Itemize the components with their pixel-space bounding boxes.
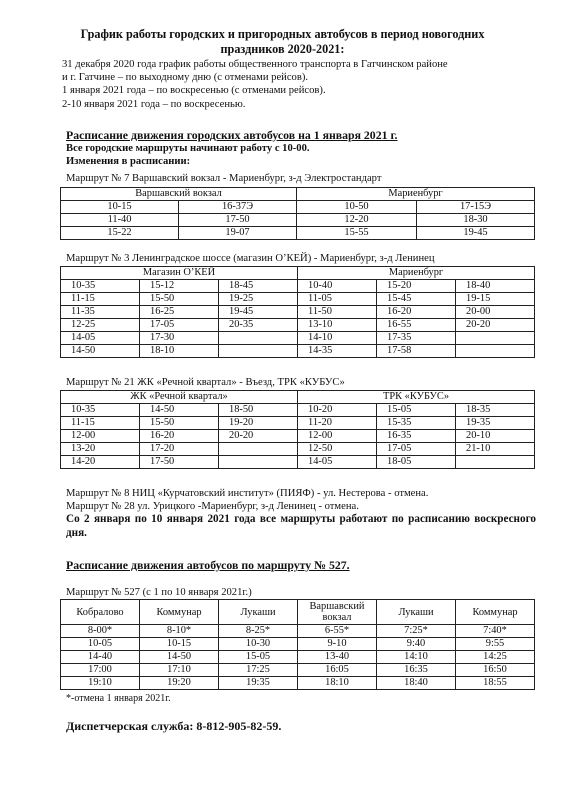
table-cell: 15-20	[377, 280, 456, 293]
table-cell: 20-10	[456, 430, 535, 443]
dispatch-phone: Диспетчерская служба: 8-812-905-82-59.	[66, 719, 282, 733]
table-cell: 17:00	[61, 664, 140, 677]
table-cell: 17:25	[219, 664, 298, 677]
route7-caption: Маршрут № 7 Варшавский вокзал - Мариенбург, з-д Электростандарт	[66, 173, 382, 184]
table-cell	[456, 332, 535, 345]
table-cell: 10-20	[298, 404, 377, 417]
table-cell: 18-40	[456, 280, 535, 293]
table-cell: 15-45	[377, 293, 456, 306]
table-cell: 16-20	[377, 306, 456, 319]
table-cell: 12-00	[298, 430, 377, 443]
table-cell: 11-35	[61, 306, 140, 319]
table-cell: 8-00*	[61, 625, 140, 638]
table-row	[61, 677, 535, 690]
table-cell: 16:35	[377, 664, 456, 677]
table-cell: 18-30	[417, 214, 535, 227]
cancellation-line: Маршрут № 8 НИЦ «Курчатовский институт» (ПИЯФ) - ул. Нестерова - отмена.	[66, 488, 429, 499]
table-header-row	[61, 267, 535, 280]
table-cell: 16:05	[298, 664, 377, 677]
table-row	[61, 651, 535, 664]
table-cell: 14:25	[456, 651, 535, 664]
cancellation-line: Маршрут № 28 ул. Урицкого -Мариенбург, з-д Ленинец - отмена.	[66, 501, 359, 513]
table-cell: 19:10	[61, 677, 140, 690]
table-cell: 14-35	[298, 345, 377, 358]
table-cell: 14:10	[377, 651, 456, 664]
table-cell: 15-55	[297, 227, 417, 240]
table-header-cell: Лукаши	[377, 600, 456, 625]
table-cell: 16:50	[456, 664, 535, 677]
table-cell: 18-45	[219, 280, 298, 293]
table-cell: 7:25*	[377, 625, 456, 638]
footnote: *-отмена 1 января 2021г.	[66, 693, 171, 704]
table-cell: 18:10	[298, 677, 377, 690]
table-cell: 17-15Э	[417, 201, 535, 214]
table-row	[61, 201, 535, 214]
table-cell: 19-45	[417, 227, 535, 240]
intro-paragraph	[62, 58, 532, 111]
table-header-cell: Лукаши	[219, 600, 298, 625]
table-cell: 10-50	[297, 201, 417, 214]
table-row	[61, 625, 535, 638]
table-cell: 11-50	[298, 306, 377, 319]
table-cell: 15-50	[140, 417, 219, 430]
table-row	[61, 319, 535, 332]
sunday-schedule-note: Со 2 января по 10 января 2021 года все маршруты работают по расписанию воскресного дня.	[66, 513, 536, 539]
table-cell: 16-20	[140, 430, 219, 443]
route527-caption: Маршрут № 527 (с 1 по 10 января 2021г.)	[66, 587, 252, 598]
table-header-cell: Мариенбург	[297, 188, 535, 201]
table-cell: 9:55	[456, 638, 535, 651]
table-cell: 17-05	[140, 319, 219, 332]
table-header-cell: ТРК «КУБУС»	[298, 391, 535, 404]
table-cell: 17-35	[377, 332, 456, 345]
table-cell: 19-25	[219, 293, 298, 306]
table-cell: 16-55	[377, 319, 456, 332]
table-row	[61, 430, 535, 443]
table-header-cell: Коммунар	[456, 600, 535, 625]
table-cell: 8-25*	[219, 625, 298, 638]
table-row	[61, 306, 535, 319]
table-cell: 14-05	[298, 456, 377, 469]
table-cell	[456, 456, 535, 469]
intro-line: 31 декабря 2020 года график работы общественного транспорта в Гатчинском районе	[62, 59, 448, 70]
table-cell: 18:40	[377, 677, 456, 690]
table-cell	[456, 345, 535, 358]
table-cell: 14-20	[61, 456, 140, 469]
route3-caption: Маршрут № 3 Ленинградское шоссе (магазин О’КЕЙ) - Мариенбург, з-д Ленинец	[66, 253, 435, 264]
table-cell: 18-50	[219, 404, 298, 417]
intro-line: и г. Гатчине – по выходному дню (с отменами рейсов).	[62, 72, 308, 84]
table-cell: 17-50	[140, 456, 219, 469]
table-row	[61, 345, 535, 358]
table-header-cell: Коммунар	[140, 600, 219, 625]
table-cell: 17:10	[140, 664, 219, 677]
table-cell: 14-10	[298, 332, 377, 345]
table-row	[61, 417, 535, 430]
table-row	[61, 664, 535, 677]
table-cell: 20-20	[219, 430, 298, 443]
table-row	[61, 293, 535, 306]
table-cell: 15-22	[61, 227, 179, 240]
route527-section-header	[66, 558, 350, 572]
table-cell: 19:20	[140, 677, 219, 690]
table-cell: 18-10	[140, 345, 219, 358]
intro-line: 1 января 2021 года – по воскресенью (с отменами рейсов).	[62, 85, 326, 97]
table-header-cell: Кобралово	[61, 600, 140, 625]
table-cell: 11-40	[61, 214, 179, 227]
table-cell: 10-35	[61, 404, 140, 417]
table-cell: 15-05	[219, 651, 298, 664]
route3-table	[60, 266, 535, 358]
table-cell: 13-10	[298, 319, 377, 332]
table-cell: 18:55	[456, 677, 535, 690]
table-cell: 10-15	[140, 638, 219, 651]
table-cell: 15-12	[140, 280, 219, 293]
table-cell: 19-20	[219, 417, 298, 430]
table-header-row	[61, 188, 535, 201]
table-header-row	[61, 391, 535, 404]
table-cell	[219, 345, 298, 358]
table-header-row	[61, 600, 535, 625]
table-cell: 14-40	[61, 651, 140, 664]
table-cell: 16-35	[377, 430, 456, 443]
table-cell: 10-15	[61, 201, 179, 214]
table-cell: 19-15	[456, 293, 535, 306]
intro-line: 2-10 января 2021 года – по воскресенью.	[62, 98, 246, 110]
table-cell: 10-30	[219, 638, 298, 651]
table-cell: 20-35	[219, 319, 298, 332]
table-cell: 14-05	[61, 332, 140, 345]
table-cell: 10-05	[61, 638, 140, 651]
table-row	[61, 280, 535, 293]
start-note: Все городские маршруты начинают работу с 10-00.	[66, 143, 310, 154]
route21-caption: Маршрут № 21 ЖК «Речной квартал» - Въезд, ТРК «КУБУС»	[66, 377, 345, 388]
city-section-heading: Расписание движения городских автобусов на 1 января 2021 г.	[66, 128, 398, 142]
table-cell: 20-00	[456, 306, 535, 319]
route21-table	[60, 390, 535, 469]
table-cell: 15-50	[140, 293, 219, 306]
table-cell: 19-45	[219, 306, 298, 319]
table-cell: 17-20	[140, 443, 219, 456]
table-cell: 12-00	[61, 430, 140, 443]
table-row	[61, 443, 535, 456]
table-cell: 12-50	[298, 443, 377, 456]
table-row	[61, 638, 535, 651]
changes-label: Изменения в расписании:	[66, 156, 191, 168]
table-header-cell: Варшавский вокзал	[298, 600, 377, 625]
table-cell: 17-50	[179, 214, 297, 227]
table-cell	[219, 456, 298, 469]
cancellation-notes	[66, 487, 536, 540]
route527-heading: Расписание движения автобусов по маршруту № 527.	[66, 558, 350, 572]
route527-table	[60, 599, 535, 690]
table-header-cell: Варшавский вокзал	[61, 188, 297, 201]
table-header-cell: ЖК «Речной квартал»	[61, 391, 298, 404]
table-cell: 8-10*	[140, 625, 219, 638]
table-cell: 6-55*	[298, 625, 377, 638]
table-cell: 12-20	[297, 214, 417, 227]
table-cell: 21-10	[456, 443, 535, 456]
table-cell: 19:35	[219, 677, 298, 690]
table-cell: 11-15	[61, 293, 140, 306]
table-cell: 14-50	[140, 404, 219, 417]
table-cell: 16-37Э	[179, 201, 297, 214]
table-cell: 14-50	[140, 651, 219, 664]
table-cell: 17-30	[140, 332, 219, 345]
table-cell: 10-35	[61, 280, 140, 293]
city-section-header	[66, 128, 536, 168]
table-cell	[219, 332, 298, 345]
table-cell: 13-40	[298, 651, 377, 664]
table-cell: 9:40	[377, 638, 456, 651]
table-cell: 12-25	[61, 319, 140, 332]
table-header-cell: Магазин О’КЕЙ	[61, 267, 298, 280]
route7-table	[60, 187, 535, 240]
table-header-cell: Мариенбург	[298, 267, 535, 280]
table-cell: 15-35	[377, 417, 456, 430]
table-cell: 17-05	[377, 443, 456, 456]
table-cell: 14-50	[61, 345, 140, 358]
table-cell: 18-35	[456, 404, 535, 417]
table-row	[61, 404, 535, 417]
table-row	[61, 227, 535, 240]
table-cell: 17-58	[377, 345, 456, 358]
table-cell: 13-20	[61, 443, 140, 456]
table-cell: 10-40	[298, 280, 377, 293]
table-cell: 7:40*	[456, 625, 535, 638]
table-cell: 11-05	[298, 293, 377, 306]
table-cell: 16-25	[140, 306, 219, 319]
table-cell: 20-20	[456, 319, 535, 332]
table-row	[61, 214, 535, 227]
document-title: График работы городских и пригородных автобусов в период новогодних праздников 2020-2021:	[80, 27, 485, 56]
table-row	[61, 332, 535, 345]
table-cell: 18-05	[377, 456, 456, 469]
table-cell: 11-15	[61, 417, 140, 430]
table-cell: 19-35	[456, 417, 535, 430]
table-cell: 9-10	[298, 638, 377, 651]
table-cell: 15-05	[377, 404, 456, 417]
table-cell: 19-07	[179, 227, 297, 240]
table-cell	[219, 443, 298, 456]
table-cell: 11-20	[298, 417, 377, 430]
table-row	[61, 456, 535, 469]
